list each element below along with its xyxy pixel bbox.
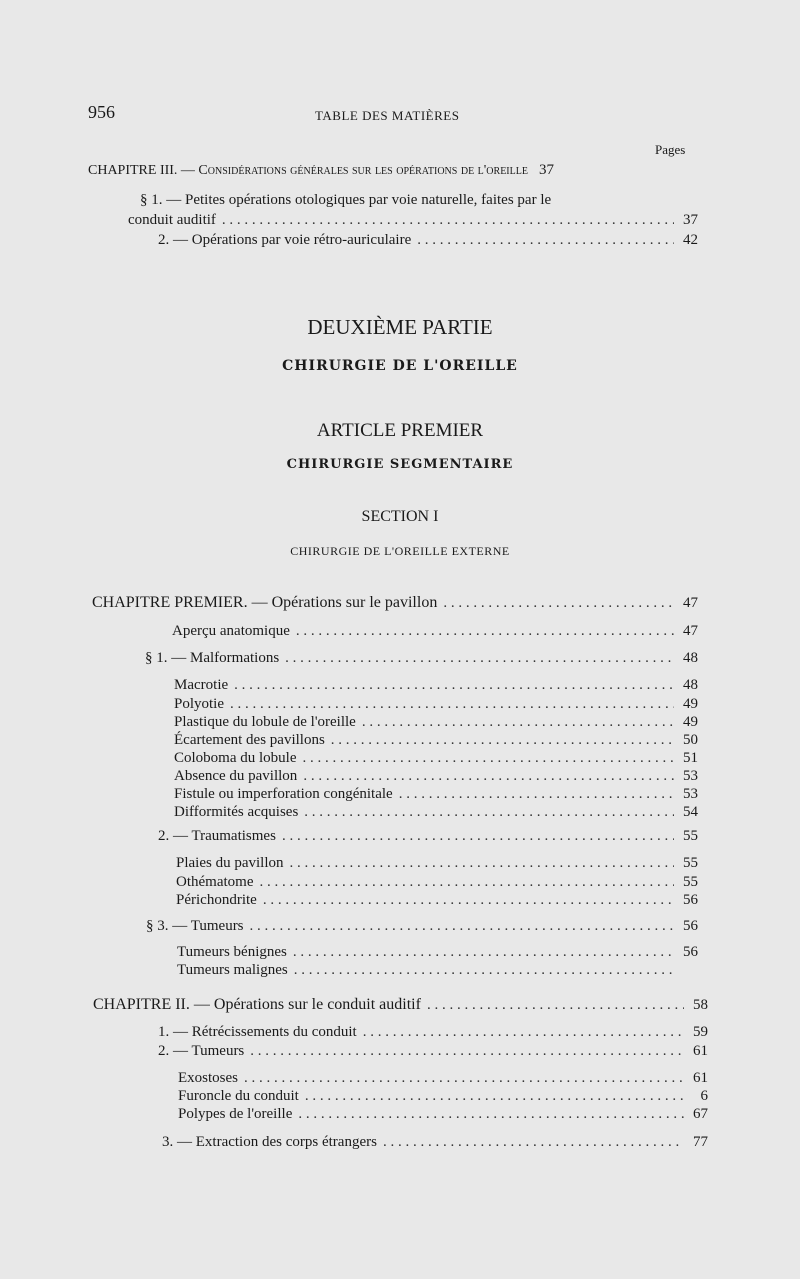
toc-entry-label: Coloboma du lobule [174,750,297,766]
toc-entry-page: 49 [683,696,698,712]
toc-entry-chapter-three [88,162,698,179]
running-title: TABLE DES MATIÈRES [315,108,460,123]
leader-dots [285,650,674,667]
toc-entry-label: CHAPITRE II. — Opérations sur le conduit auditif [93,996,421,1013]
toc-entry-page: 56 [683,944,698,960]
toc-entry [176,855,698,872]
toc-entry [158,828,698,845]
leader-dots [417,232,674,249]
leader-dots [399,786,674,803]
toc-entry-page: 6 [700,1088,708,1104]
toc-entry-page: 47 [683,623,698,639]
toc-entry-page: 55 [683,855,698,871]
page-number: 956 [88,102,115,122]
leader-dots [230,696,674,713]
leader-dots [263,892,674,909]
leader-dots [303,768,674,785]
toc-entry [174,804,698,821]
toc-entry-label: Aperçu anatomique [172,623,290,639]
toc-entry-page: 48 [683,677,698,693]
toc-entry [162,1134,708,1151]
toc-entry-label: Difformités acquises [174,804,299,820]
toc-entry-page: 42 [683,232,698,248]
toc-entry-label: Fistule ou imperforation congénitale [174,786,393,802]
leader-dots [244,1070,684,1087]
toc-entry-label: 2. — Traumatismes [158,828,276,844]
leader-dots [362,714,674,731]
toc-entry-label: 1. — Rétrécissements du conduit [158,1024,357,1040]
toc-entry [178,1088,708,1105]
toc-entry [128,212,698,229]
leader-dots [443,595,674,612]
leader-dots [427,997,684,1014]
leader-dots [250,1043,684,1060]
part-title: DEUXIÈME PARTIE [307,315,493,339]
toc-entry [177,944,698,961]
toc-entry-page: 61 [693,1070,708,1086]
toc-entry-page: 55 [683,874,698,890]
toc-entry-label: Exostoses [178,1070,238,1086]
toc-entry-page: 37 [683,212,698,228]
pages-label: Pages [655,142,686,157]
leader-dots [304,804,674,821]
toc-entry-label: Furoncle du conduit [178,1088,299,1104]
toc-entry-page: 59 [693,1024,708,1040]
toc-entry-page: 56 [683,918,698,934]
toc-entry [174,696,698,713]
toc-entry-chapter-two [93,996,708,1014]
toc-entry [172,623,698,640]
toc-entry [176,892,698,909]
toc-entry [158,1024,708,1041]
toc-entry-label: Écartement des pavillons [174,732,325,748]
toc-entry-page: 67 [693,1106,708,1122]
toc-entry-page: 50 [683,732,698,748]
toc-entry-page: 61 [693,1043,708,1059]
leader-dots [331,732,674,749]
toc-entry-label: § 1. — Petites opérations otologiques par voie naturelle, faites par le [140,192,552,208]
toc-entry-page: 37 [538,162,554,178]
toc-entry [176,874,698,891]
leader-dots [290,855,675,872]
toc-entry-page: 77 [693,1134,708,1150]
toc-entry [174,714,698,731]
leader-dots [282,828,674,845]
leader-dots [298,1106,684,1123]
toc-entry-label: CHAPITRE PREMIER. — Opérations sur le pavillon [92,594,438,611]
toc-entry-page: 55 [683,828,698,844]
toc-entry [177,962,698,979]
leader-dots [293,944,674,961]
leader-dots [250,918,674,935]
section-subtitle: CHIRURGIE DE L'OREILLE EXTERNE [290,544,510,558]
section-title: SECTION I [361,508,439,525]
toc-entry-label: CHAPITRE III. — Considérations générales sur les opérations de l'oreille [88,163,528,178]
toc-entry-page: 51 [683,750,698,766]
toc-entry-label: Macrotie [174,677,229,693]
toc-entry-label: § 3. — Tumeurs [146,918,244,934]
toc-entry-label: 3. — Extraction des corps étrangers [162,1134,377,1150]
part-subtitle: CHIRURGIE DE L'OREILLE [282,358,518,374]
leader-dots [222,212,674,229]
toc-entry-label: conduit auditif [128,212,216,228]
toc-entry [146,918,698,935]
toc-entry-label: Absence du pavillon [174,768,298,784]
leader-dots [294,962,674,979]
toc-entry-page: 48 [683,650,698,666]
toc-entry-page: 54 [683,804,698,820]
toc-entry-page: 53 [683,768,698,784]
toc-entry-page: 47 [683,595,698,611]
leader-dots [305,1088,684,1105]
toc-entry-chapter-one [92,594,698,612]
toc-entry [145,650,698,667]
toc-entry-label: Othématome [176,874,254,890]
toc-entry [174,750,698,767]
toc-entry-label: Plaies du pavillon [176,855,284,871]
toc-entry-label: 2. — Tumeurs [158,1043,245,1059]
toc-entry [174,732,698,749]
toc-entry [178,1106,708,1123]
toc-entry-page: 56 [683,892,698,908]
toc-entry-label: Polyotie [174,696,225,712]
toc-entry-label: 2. — Opérations par voie rétro-auriculaire [158,232,412,248]
toc-entry [174,768,698,785]
toc-entry-label: Périchondrite [176,892,257,908]
toc-entry-label: § 1. — Malformations [145,650,280,666]
leader-dots [383,1134,684,1151]
leader-dots [296,623,674,640]
leader-dots [303,750,675,767]
article-subtitle: CHIRURGIE SEGMENTAIRE [286,457,514,472]
toc-entry [174,677,698,694]
leader-dots [234,677,674,694]
toc-entry [174,786,698,803]
toc-entry [178,1070,708,1087]
toc-entry [158,1043,708,1060]
leader-dots [259,874,674,891]
toc-entry-label: Tumeurs malignes [177,962,288,978]
toc-entry-page: 58 [693,997,708,1013]
toc-entry-label: Polypes de l'oreille [178,1106,293,1122]
toc-entry-label: Tumeurs bénignes [177,944,287,960]
article-title: ARTICLE PREMIER [316,420,484,441]
leader-dots [363,1024,684,1041]
toc-entry [158,232,698,249]
toc-entry-label: Plastique du lobule de l'oreille [174,714,356,730]
toc-entry-page: 49 [683,714,698,730]
toc-entry-page: 53 [683,786,698,802]
